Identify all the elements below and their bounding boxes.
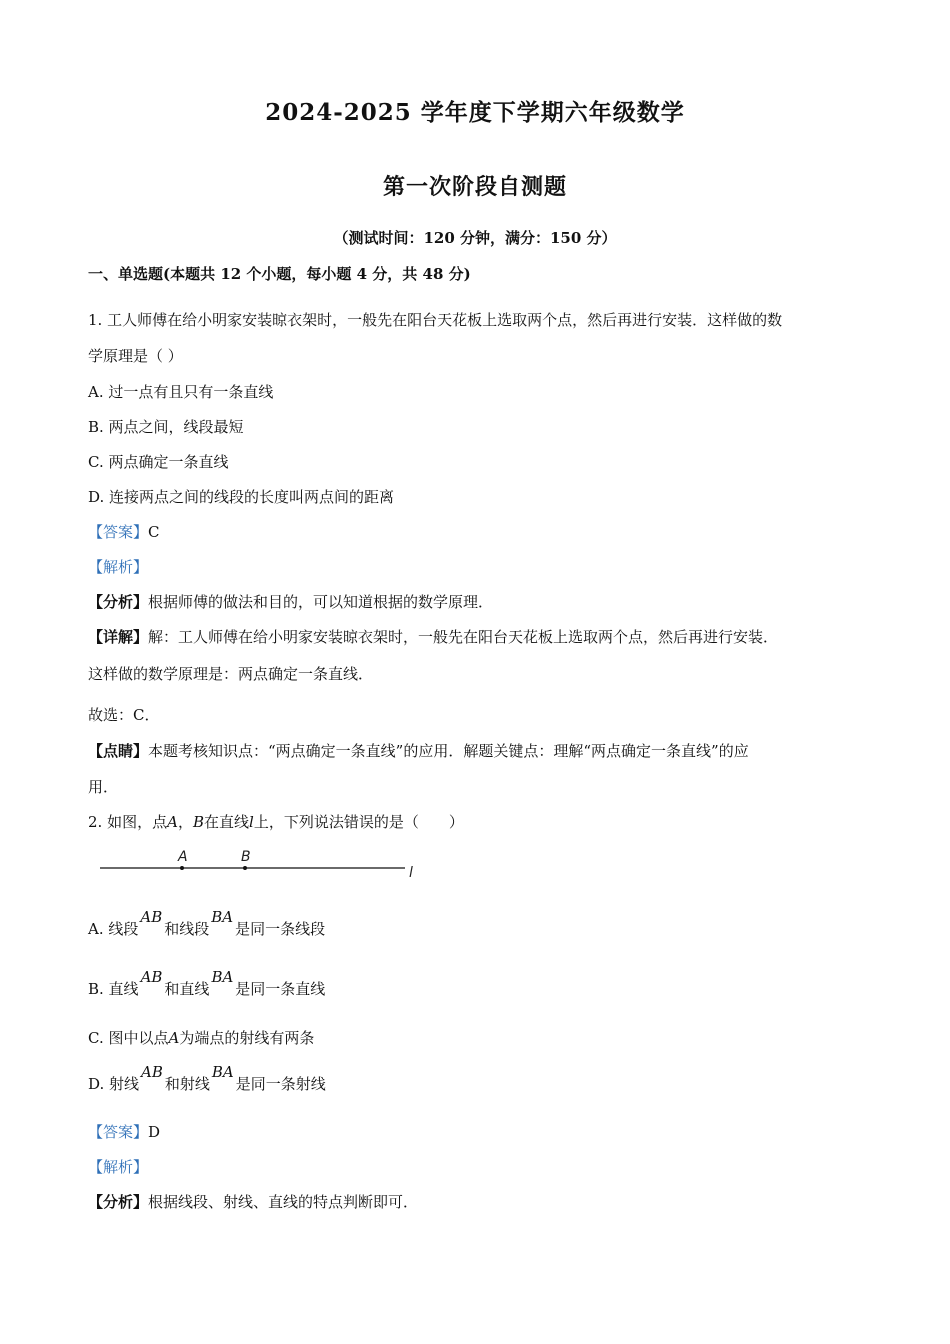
answer-value: D	[148, 1123, 161, 1141]
dianjing-tag: 【点睛】	[88, 742, 149, 760]
answer-tag: 【答案】	[88, 1123, 149, 1141]
seg-ab: AB	[141, 1063, 163, 1081]
opt-b-post: 是同一条直线	[235, 980, 326, 998]
q2-comma: ，	[177, 813, 193, 831]
opt-d-post: 是同一条射线	[235, 1075, 326, 1093]
xiangjie-text: 解：工人师傅在给小明家安装晾衣架时，一般先在阳台天花板上选取两个点，然后再进行安装．	[148, 628, 779, 646]
q1-stem-line2: 学原理是（ ）	[88, 347, 183, 365]
q2-option-a	[88, 908, 326, 939]
fenxi-text: 根据师傅的做法和目的，可以知道根据的数学原理．	[148, 593, 494, 611]
point-b-dot	[243, 866, 247, 870]
answer-value: C	[148, 523, 160, 541]
opt-c-post: 为端点的射线有两条	[179, 1029, 315, 1047]
dianjing-text: 本题考核知识点：“两点确定一条直线”的应用．解题关键点：理解“两点确定一条直线”的应	[148, 742, 749, 760]
q2-line-l: l	[249, 813, 254, 831]
document-title: 2024-2025 学年度下学期六年级数学	[265, 99, 685, 126]
q2-option-b	[88, 968, 326, 999]
q1-option-b: B. 两点之间，线段最短	[88, 418, 244, 436]
opt-c-pre: C. 图中以点	[88, 1029, 169, 1047]
seg-ab: AB	[140, 908, 163, 926]
q2-stem	[88, 812, 464, 832]
seg-ba: BA	[211, 968, 234, 986]
q2-fenxi	[88, 1192, 418, 1212]
fenxi-tag: 【分析】	[88, 1193, 149, 1211]
opt-a-mid: 和线段	[164, 920, 210, 938]
q1-dianjing-line2: 用．	[88, 778, 119, 796]
seg-ab: AB	[140, 968, 163, 986]
seg-ba: BA	[211, 1063, 234, 1081]
fenxi-tag: 【分析】	[88, 593, 149, 611]
q2-figure-line	[95, 843, 425, 885]
point-a-dot	[180, 866, 184, 870]
opt-d-pre: D. 射线	[88, 1075, 140, 1093]
opt-b-pre: B. 直线	[88, 980, 139, 998]
q1-xiangjie-line1	[88, 627, 778, 647]
opt-c-point-a: A	[168, 1029, 180, 1047]
opt-a-post: 是同一条线段	[235, 920, 326, 938]
q2-option-d	[88, 1063, 326, 1094]
q2-option-c	[88, 1028, 314, 1048]
q2-stem-mid: 在直线	[203, 813, 249, 831]
q2-point-b: B	[192, 813, 204, 831]
q1-stem-line1: 1. 工人师傅在给小明家安装晾衣架时，一般先在阳台天花板上选取两个点，然后再进行安装．这样做的数	[88, 311, 783, 329]
opt-b-mid: 和直线	[164, 980, 210, 998]
exam-meta: （测试时间：120 分钟，满分：150 分）	[333, 229, 617, 247]
figure-label-a: A	[178, 849, 188, 865]
q1-fenxi	[88, 592, 493, 612]
q1-dianjing-line1	[88, 741, 749, 761]
section-heading: 一、单选题(本题共 12 个小题，每小题 4 分，共 48 分)	[88, 265, 471, 283]
opt-d-mid: 和射线	[164, 1075, 210, 1093]
xiangjie-tag: 【详解】	[88, 628, 149, 646]
q1-option-d: D. 连接两点之间的线段的长度叫两点间的距离	[88, 488, 395, 506]
q1-answer	[88, 522, 160, 542]
document-subtitle: 第一次阶段自测题	[382, 174, 567, 200]
q2-stem-post: 上，下列说法错误的是（ ）	[253, 813, 464, 831]
fenxi-text: 根据线段、射线、直线的特点判断即可．	[148, 1193, 419, 1211]
q1-conclusion: 故选：C．	[88, 706, 160, 724]
q1-analysis-tag: 【解析】	[88, 558, 149, 576]
q2-analysis-tag: 【解析】	[88, 1158, 149, 1176]
figure-label-b: B	[241, 849, 251, 865]
figure-label-l: l	[409, 865, 413, 881]
q2-answer	[88, 1122, 160, 1142]
q2-point-a: A	[167, 813, 178, 831]
q1-option-c: C. 两点确定一条直线	[88, 453, 229, 471]
seg-ba: BA	[211, 908, 234, 926]
answer-tag: 【答案】	[88, 523, 149, 541]
q2-stem-pre: 2. 如图，点	[88, 813, 168, 831]
opt-a-pre: A. 线段	[88, 920, 139, 938]
q1-option-a: A. 过一点有且只有一条直线	[88, 383, 274, 401]
q1-xiangjie-line2: 这样做的数学原理是：两点确定一条直线．	[88, 665, 374, 683]
